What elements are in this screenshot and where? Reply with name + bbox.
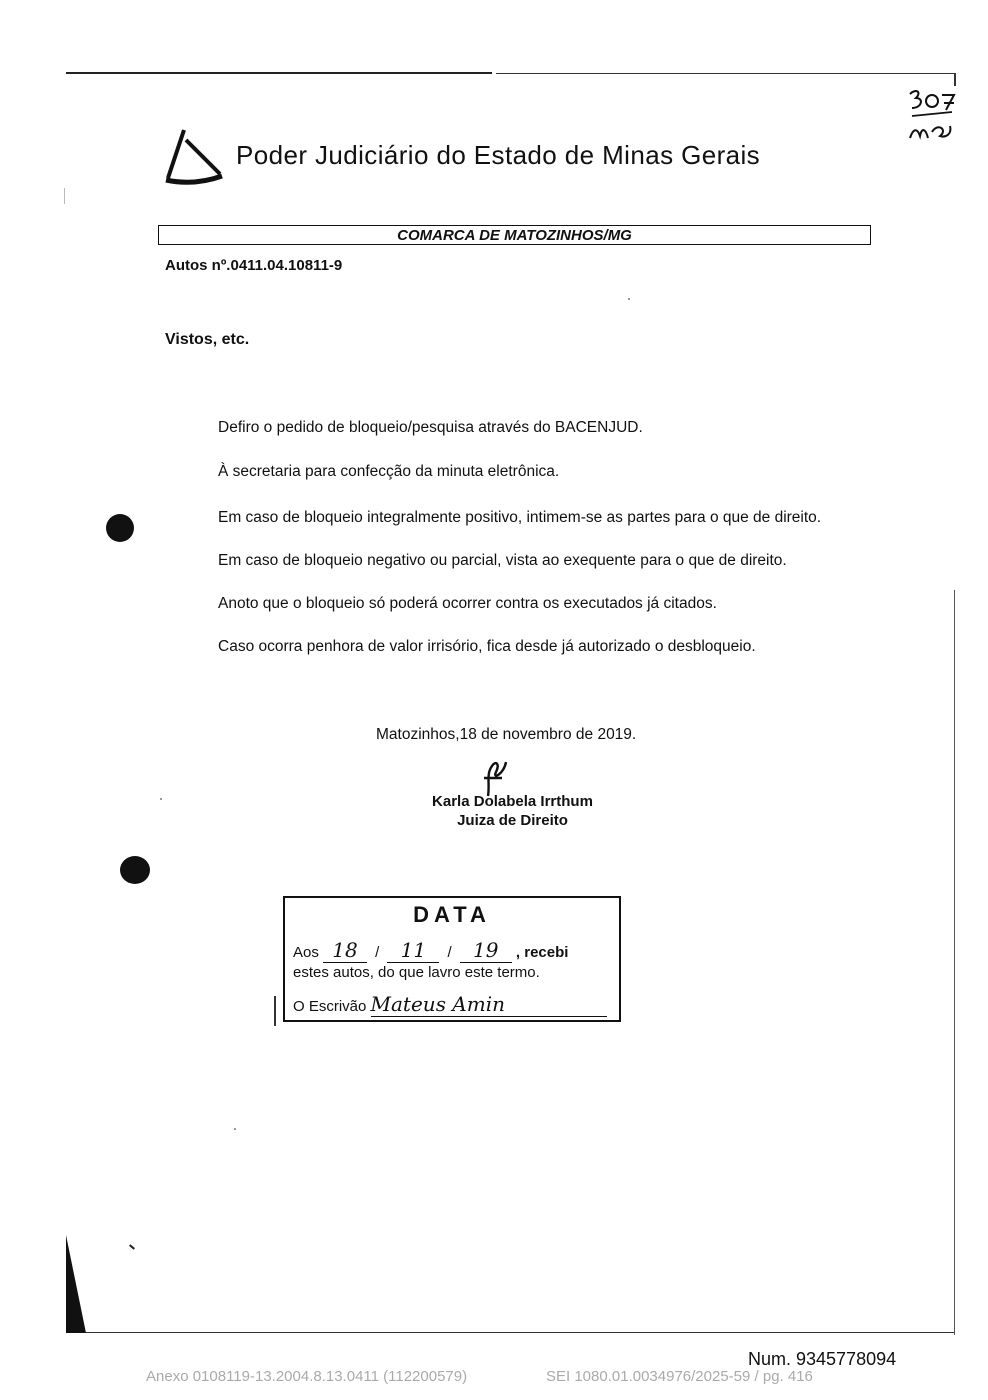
stamp-separator: / [447,944,452,961]
paragraph-3: Em caso de bloqueio integralmente positivo, intimem-se as partes para o que de direito. [218,509,822,526]
stamp-line-2: estes autos, do que lavro este termo. [293,964,540,981]
case-number: Autos nº.0411.04.10811-9 [165,257,343,274]
stamp-day: 18 [323,938,367,963]
stamp-recebi: , recebi [515,944,569,961]
document-number: Num. 9345778094 [748,1349,897,1369]
footer-left: Anexo 0108119-13.2004.8.13.0411 (112200579) [146,1368,468,1385]
receipt-stamp [283,896,621,1022]
top-rule-left [66,72,492,74]
court-title: Poder Judiciário do Estado de Minas Gerais [236,140,761,170]
judge-block [410,792,615,830]
date-line: Matozinhos,18 de novembro de 2019. [376,726,637,743]
stamp-escrivao: O Escrivão [293,998,367,1015]
stamp-aos: Aos [293,944,319,961]
scan-edge-mark [66,1235,86,1333]
scan-mark [64,188,65,204]
right-rule [954,590,955,1335]
paragraph-2: À secretaria para confecção da minuta eletrônica. [218,463,560,480]
stamp-title: DATA [413,902,491,927]
clerk-signature: Mateus Amin [371,992,607,1017]
punch-hole-mark [106,514,134,542]
footer-right: SEI 1080.01.0034976/2025-59 / pg. 416 [546,1368,813,1385]
stamp-month: 11 [387,938,439,963]
scan-speck [129,1244,135,1249]
paragraph-5: Anoto que o bloqueio só poderá ocorrer contra os executados já citados. [218,595,717,612]
paragraph-1: Defiro o pedido de bloqueio/pesquisa através do BACENJUD. [218,419,643,436]
top-rule-right [496,73,956,74]
scan-speck [160,798,162,800]
comarca-box [158,225,871,245]
stamp-line-1 [293,938,568,963]
stamp-year: 19 [460,938,512,963]
scan-speck [234,1128,236,1130]
stamp-separator: / [375,944,380,961]
judge-title: Juiza de Direito [457,812,568,829]
scan-speck [628,298,630,300]
vistos-heading: Vistos, etc. [165,331,250,348]
paragraph-6: Caso ocorra penhora de valor irrisório, fica desde já autorizado o desbloqueio. [218,638,756,655]
paragraph-4: Em caso de bloqueio negativo ou parcial, vista ao exequente para o que de direito. [218,552,787,569]
scan-mark [274,996,276,1026]
comarca-label: COMARCA DE MATOZINHOS/MG [397,227,632,244]
stamp-line-3 [293,992,607,1017]
right-rule-top [954,74,956,86]
bottom-rule [66,1332,954,1333]
judge-name: Karla Dolabela Irrthum [432,793,593,810]
judiciary-logo-icon [162,126,226,186]
punch-hole-mark [120,856,150,884]
handwritten-page-number [902,86,958,148]
